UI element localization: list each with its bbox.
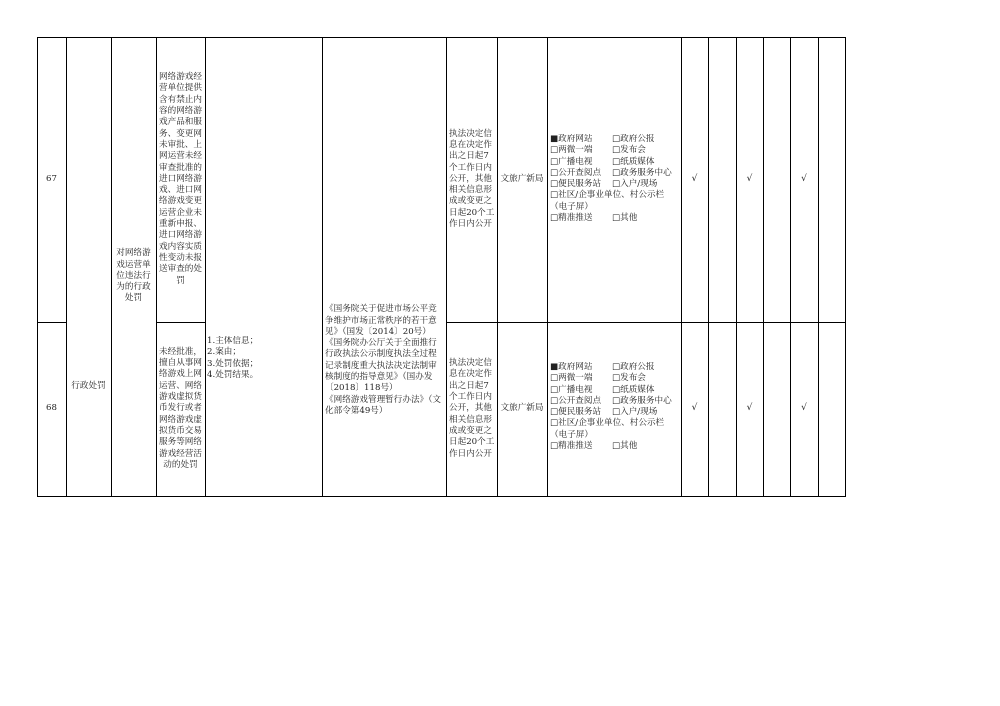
checkbox-option[interactable]: □其他	[612, 441, 638, 452]
channel-row	[550, 362, 681, 373]
time-limit-cell	[447, 37, 497, 322]
checkbox-option[interactable]: □社区/企事业单位、村公示栏	[550, 190, 665, 201]
checkbox-option[interactable]: □政务服务中心	[612, 395, 672, 406]
checkbox-option[interactable]: □两微一端	[550, 373, 593, 384]
channel-row	[550, 179, 681, 190]
table-bottom-border	[37, 496, 846, 497]
checkbox-option[interactable]: □两微一端	[550, 145, 593, 156]
item-name-cell	[111, 37, 156, 496]
check-cell	[763, 322, 790, 496]
sub-item-cell	[156, 322, 205, 496]
time-limit-cell	[447, 322, 497, 496]
channel-row	[550, 385, 681, 396]
check-cell	[708, 322, 736, 496]
checkbox-option[interactable]: □发布会	[612, 373, 646, 384]
channel-row	[550, 430, 681, 441]
channel-row	[550, 396, 681, 407]
channel-row	[550, 134, 681, 145]
basis-text: 《国务院关于促进市场公平竞争维护市场正常秩序的若干意见》（国发〔2014〕20号） 《国务院办公厅关于全面推行行政执法公示制度执法全过程记录制度重大执法决定法制审核制度的指导意见》（国办发〔2018〕118号） 《网络游戏管理暂行办法》（文化部令第49号）	[325, 304, 442, 416]
checkbox-option[interactable]: □纸质媒体	[612, 384, 655, 395]
checkbox-option[interactable]: □广播电视	[550, 384, 593, 395]
channel-row	[550, 190, 681, 201]
public-content-item: 4.处罚结果。	[207, 369, 259, 380]
checkbox-option[interactable]: □社区/企事业单位、村公示栏	[550, 418, 665, 429]
channels-cell	[550, 362, 681, 458]
check-cell: √	[801, 173, 807, 184]
channel-row	[550, 418, 681, 429]
checkbox-option[interactable]: ■政府网站	[550, 134, 593, 144]
sub-item-cell	[156, 37, 205, 322]
check-cell: √	[746, 403, 753, 414]
checkbox-option[interactable]: □公开查阅点	[550, 167, 602, 178]
row-number: 68	[46, 403, 57, 414]
basis-cell	[323, 293, 446, 433]
channel-row	[550, 202, 681, 213]
checkbox-option[interactable]: □政务服务中心	[612, 167, 672, 178]
channels-cell	[550, 134, 681, 230]
checkbox-option[interactable]: □政府公报	[612, 134, 655, 144]
category-cell	[66, 37, 111, 496]
checkbox-option[interactable]: □便民服务站	[550, 179, 602, 190]
checkbox-option[interactable]: □入户/现场	[612, 179, 658, 190]
checkbox-option[interactable]: ■政府网站	[550, 362, 593, 372]
subject-text: 文旅广新局	[500, 403, 544, 414]
col-border	[205, 37, 206, 497]
checkbox-option[interactable]: □广播电视	[550, 156, 593, 167]
col-border	[845, 37, 846, 497]
row-number: 67	[46, 173, 57, 184]
time-limit-text: 执法决定信息在决定作出之日起7个工作日内公开，其他相关信息形成或变更之日起20个工作日内公开	[449, 358, 495, 459]
channel-row	[550, 157, 681, 168]
check-cell	[708, 37, 736, 322]
checkbox-option[interactable]: □精准推送	[550, 213, 593, 224]
channel-row	[550, 441, 681, 452]
channel-note: （电子屏）	[550, 201, 593, 212]
channel-row	[550, 213, 681, 224]
check-cell	[763, 37, 790, 322]
checkbox-option[interactable]: □公开查阅点	[550, 395, 602, 406]
channel-row	[550, 407, 681, 418]
channel-note: （电子屏）	[550, 429, 593, 440]
checkbox-option[interactable]: □精准推送	[550, 441, 593, 452]
check-cell: √	[691, 173, 698, 184]
check-cell	[818, 322, 845, 496]
checkbox-option[interactable]: □政府公报	[612, 362, 655, 372]
col-border	[547, 37, 548, 497]
checkbox-option[interactable]: □纸质媒体	[612, 156, 655, 167]
checkbox-option[interactable]: □发布会	[612, 145, 646, 156]
check-cell	[818, 37, 845, 322]
subject-cell	[497, 322, 547, 496]
category-text: 行政处罚	[71, 380, 106, 391]
public-content-item: 3.处罚依据；	[207, 358, 259, 369]
checkbox-option[interactable]: □便民服务站	[550, 407, 602, 418]
channel-row	[550, 168, 681, 179]
subject-text: 文旅广新局	[500, 173, 544, 184]
public-content-item: 1.主体信息；	[207, 336, 259, 346]
item-name-text: 对网络游戏运营单位违法行为的行政处罚	[116, 248, 151, 304]
channel-row	[550, 145, 681, 156]
public-content-item: 2.案由；	[207, 347, 241, 358]
check-cell: √	[746, 173, 753, 184]
checkbox-option[interactable]: □入户/现场	[612, 407, 658, 418]
check-cell: √	[691, 403, 698, 414]
sub-item-text: 网络游戏经营单位提供含有禁止内容的网络游戏产品和服务、变更网未审批、上网运营未经审查批准的进口网络游戏、进口网络游戏变更运营企业未重新申报、进口网络游戏内容实质性变动未报送审查的处罚	[159, 72, 202, 286]
channel-row	[550, 373, 681, 384]
checkbox-option[interactable]: □其他	[612, 213, 638, 224]
check-cell: √	[801, 403, 807, 414]
subject-cell	[497, 37, 547, 322]
public-content-cell	[205, 336, 322, 396]
time-limit-text: 执法决定信息在决定作出之日起7个工作日内公开，其他相关信息形成或变更之日起20个工作日内公开	[449, 128, 495, 230]
sub-item-text: 未经批准，擅自从事网络游戏上网运营、网络游戏虚拟货币发行或者网络游戏虚拟货币交易服务等网络游戏经营活动的处罚	[159, 346, 202, 470]
